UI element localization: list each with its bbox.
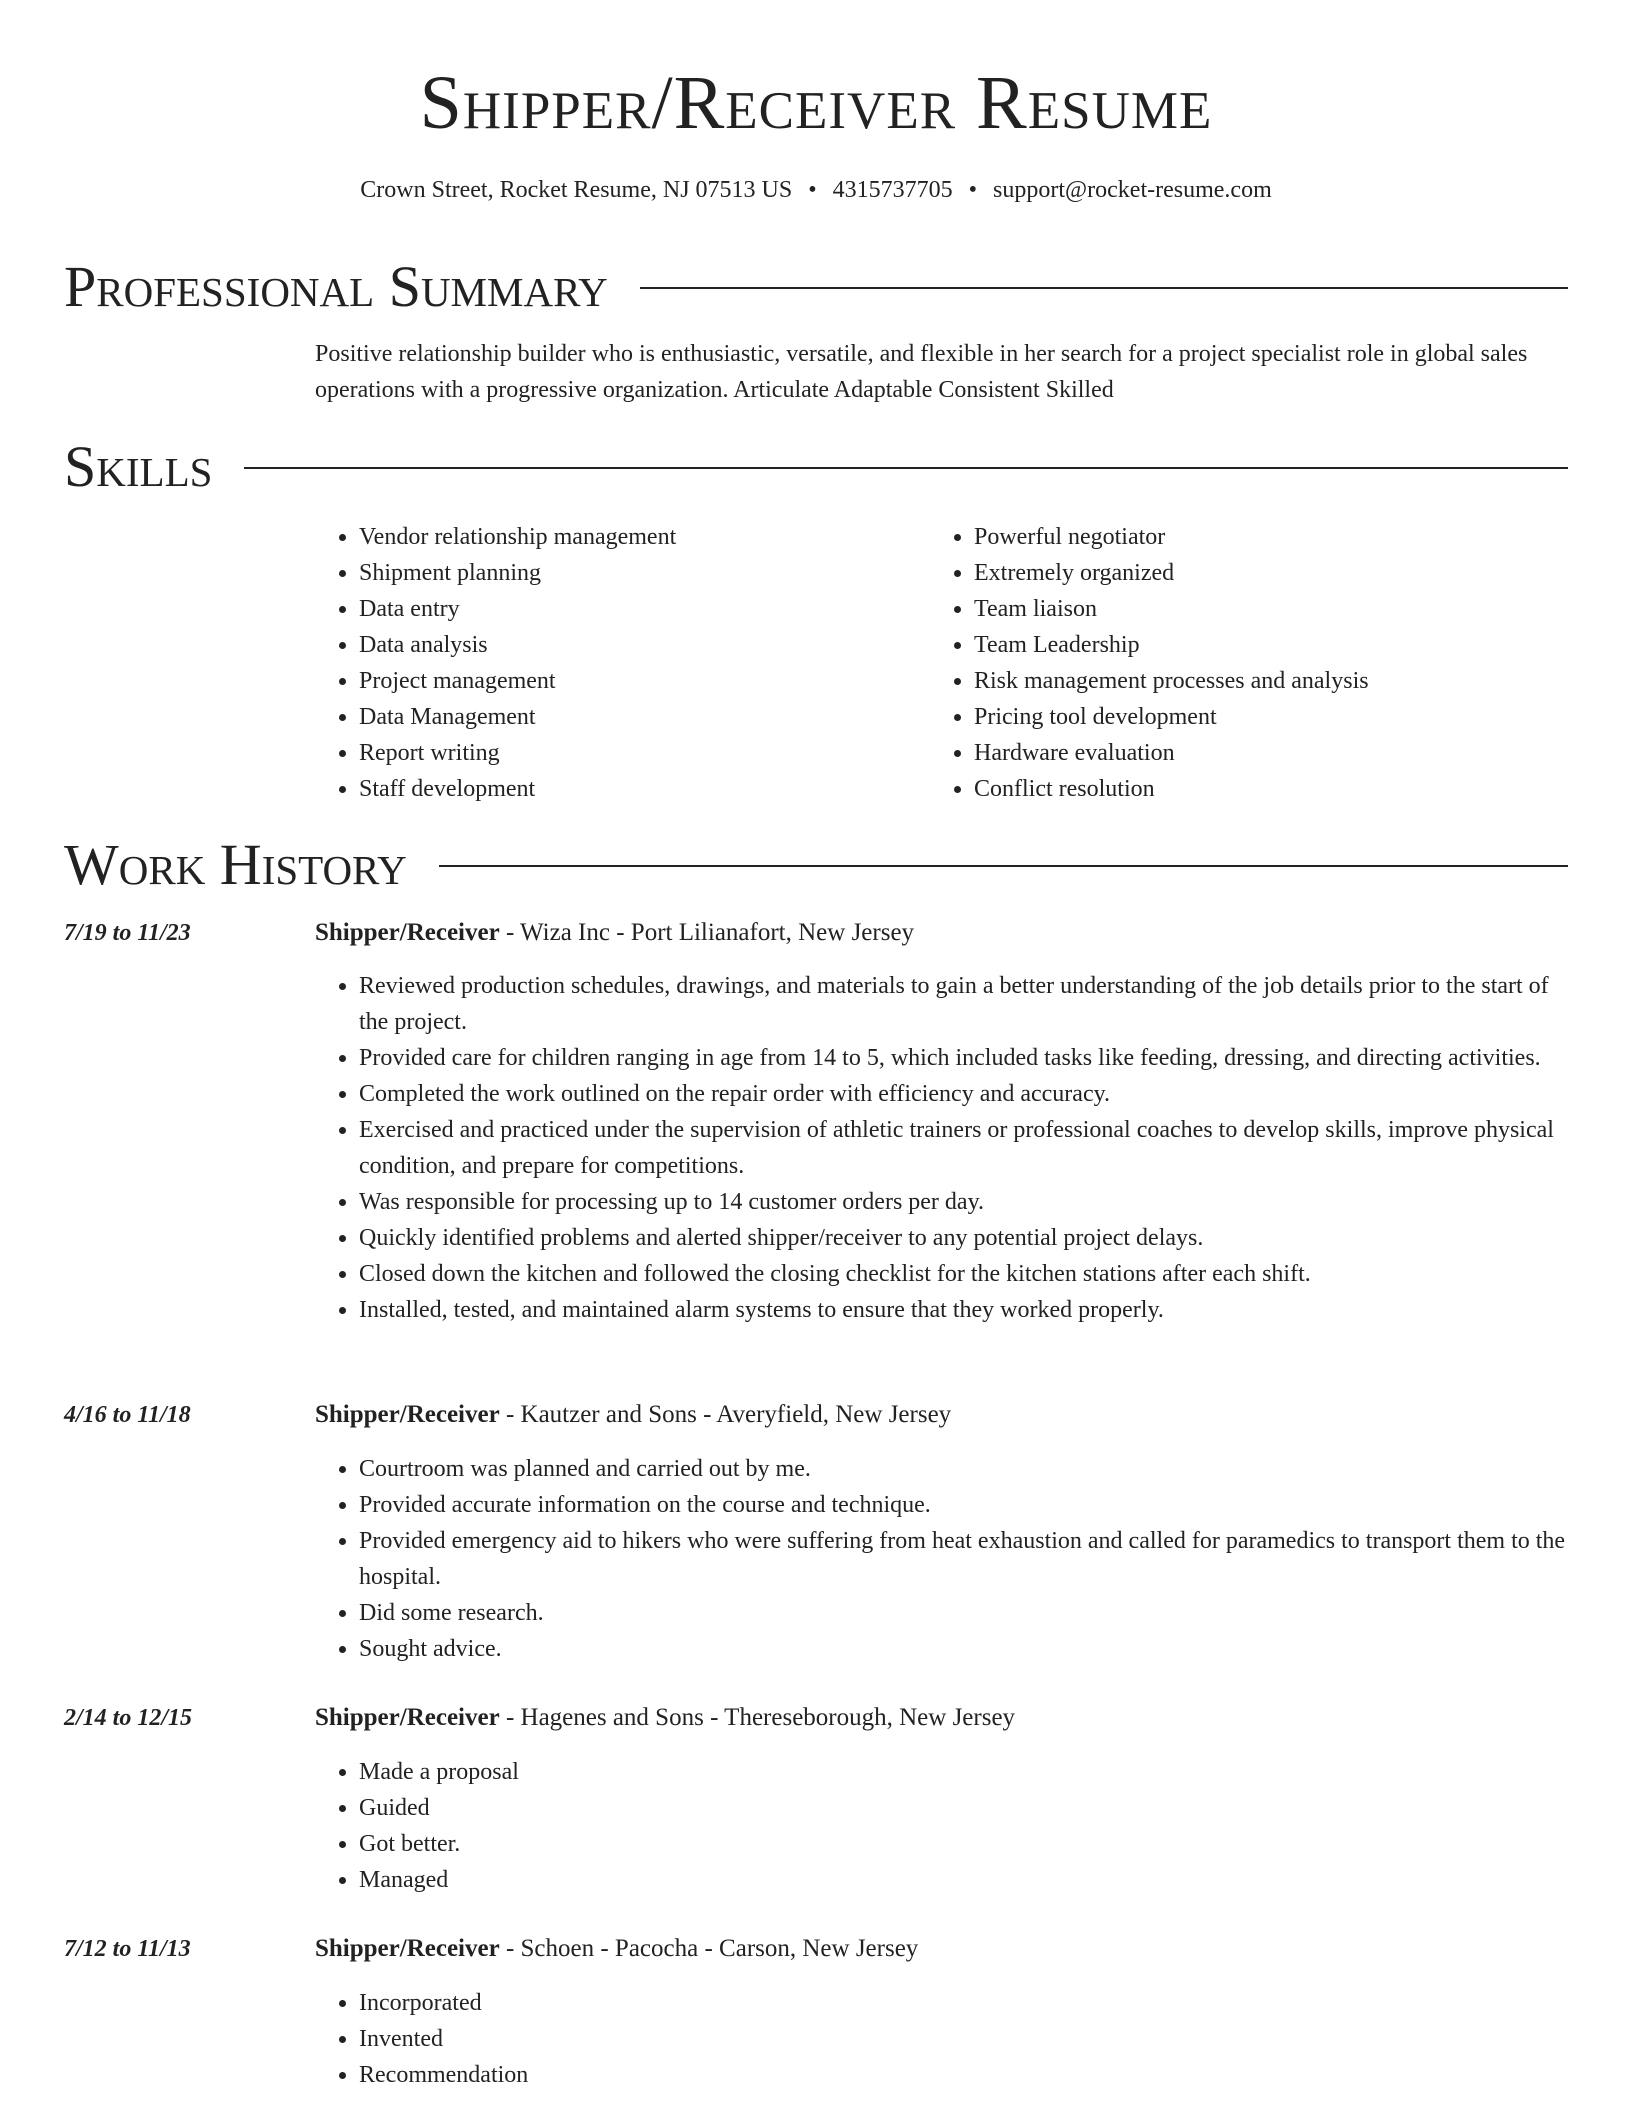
job-bullet: • Closed down the kitchen and followed the closing checklist for the kitchen stations after each shift. xyxy=(359,1256,1570,1292)
job-bullet: • Provided care for children ranging in age from 14 to 5, which included tasks like feeding, dressing, and directing activities. xyxy=(359,1040,1570,1076)
skill-item: • Risk management processes and analysis xyxy=(974,663,1570,699)
summary-heading: Professional Summary xyxy=(64,254,608,319)
skills-right-column xyxy=(930,519,1570,807)
job-bullet: • Incorporated xyxy=(359,1985,1570,2021)
job-bullet: • Made a proposal xyxy=(359,1754,1570,1790)
job-bullet: • Did some research. xyxy=(359,1595,1570,1631)
job-dates: 7/19 to 11/23 xyxy=(64,920,191,946)
job-bullets xyxy=(315,1754,1570,1898)
job-bullet: • Managed xyxy=(359,1862,1570,1898)
job-dates: 2/14 to 12/15 xyxy=(64,1705,193,1731)
contact-line xyxy=(0,172,1632,208)
skill-item: • Team Leadership xyxy=(974,627,1570,663)
skill-item: • Shipment planning xyxy=(359,555,915,591)
section-divider xyxy=(640,287,1568,289)
job-title: Shipper/Receiver xyxy=(315,1401,500,1428)
skill-item: • Extremely organized xyxy=(974,555,1570,591)
job-bullet: • Exercised and practiced under the supervision of athletic trainers or professional coaches to develop skills, improve physical condition, and prepare for competitions. xyxy=(359,1112,1570,1184)
section-divider xyxy=(244,467,1568,469)
job-bullet: • Reviewed production schedules, drawings, and materials to gain a better understanding of the job details prior to the start of the project. xyxy=(359,968,1570,1040)
job-details: - Kautzer and Sons - Averyfield, New Jersey xyxy=(499,1401,952,1428)
job-title: Shipper/Receiver xyxy=(315,1704,500,1731)
job-bullets xyxy=(315,1985,1570,2093)
job-bullet: • Provided emergency aid to hikers who were suffering from heat exhaustion and called for paramedics to transport them to the hospital. xyxy=(359,1523,1570,1595)
skill-item: • Data entry xyxy=(359,591,915,627)
skill-item: • Conflict resolution xyxy=(974,771,1570,807)
work-section-header xyxy=(64,830,1568,900)
job-dates: 4/16 to 11/18 xyxy=(64,1402,191,1428)
skill-item: • Vendor relationship management xyxy=(359,519,915,555)
job-bullet: • Recommendation xyxy=(359,2057,1570,2093)
job-title-line xyxy=(315,1700,1570,1736)
job-bullet: • Provided accurate information on the course and technique. xyxy=(359,1487,1570,1523)
skill-item: • Powerful negotiator xyxy=(974,519,1570,555)
separator-dot: • xyxy=(808,177,817,203)
job-bullet: • Courtroom was planned and carried out by me. xyxy=(359,1451,1570,1487)
address-text: Crown Street, Rocket Resume, NJ 07513 US xyxy=(360,177,793,203)
job-title-line xyxy=(315,915,1570,951)
resume-title: Shipper/Receiver Resume xyxy=(419,61,1213,145)
section-divider xyxy=(439,865,1568,867)
job-bullet: • Quickly identified problems and alerted shipper/receiver to any potential project delays. xyxy=(359,1220,1570,1256)
job-title: Shipper/Receiver xyxy=(315,1935,500,1962)
job-title-line xyxy=(315,1397,1570,1433)
skill-item: • Data analysis xyxy=(359,627,915,663)
job-details: - Schoen - Pacocha - Carson, New Jersey xyxy=(499,1935,919,1962)
job-bullet: • Sought advice. xyxy=(359,1631,1570,1667)
job-bullet: • Completed the work outlined on the repair order with efficiency and accuracy. xyxy=(359,1076,1570,1112)
summary-text: Positive relationship builder who is enthusiastic, versatile, and flexible in her search for a project specialist role in global sales operations with a progressive organization. Articulate Adaptable Consistent Skilled xyxy=(315,341,1528,403)
skill-item: • Data Management xyxy=(359,699,915,735)
job-title-line xyxy=(315,1931,1570,1967)
job-bullet: • Was responsible for processing up to 14 customer orders per day. xyxy=(359,1184,1570,1220)
job-bullet: • Got better. xyxy=(359,1826,1570,1862)
separator-dot: • xyxy=(968,177,978,203)
job-bullet: • Invented xyxy=(359,2021,1570,2057)
job-dates: 7/12 to 11/13 xyxy=(64,1936,191,1962)
job-title: Shipper/Receiver xyxy=(315,919,500,946)
job-bullets xyxy=(315,1451,1570,1667)
skill-item: • Hardware evaluation xyxy=(974,735,1570,771)
skill-item: • Project management xyxy=(359,663,915,699)
skills-left-column xyxy=(315,519,915,807)
job-bullet: • Installed, tested, and maintained alarm systems to ensure that they worked properly. xyxy=(359,1292,1570,1328)
skill-item: • Staff development xyxy=(359,771,915,807)
email-text: support@rocket-resume.com xyxy=(993,177,1272,203)
phone-text: 4315737705 xyxy=(832,177,953,203)
job-bullet: • Guided xyxy=(359,1790,1570,1826)
skills-heading: Skills xyxy=(64,434,213,499)
skills-section-header xyxy=(64,432,1568,502)
work-heading: Work History xyxy=(64,832,407,897)
skill-item: • Team liaison xyxy=(974,591,1570,627)
skill-item: • Report writing xyxy=(359,735,915,771)
job-bullets xyxy=(315,968,1570,1328)
skill-item: • Pricing tool development xyxy=(974,699,1570,735)
job-details: - Hagenes and Sons - Thereseborough, New Jersey xyxy=(499,1704,1016,1731)
summary-section-header xyxy=(64,252,1568,322)
job-details: - Wiza Inc - Port Lilianafort, New Jersey xyxy=(499,919,915,946)
